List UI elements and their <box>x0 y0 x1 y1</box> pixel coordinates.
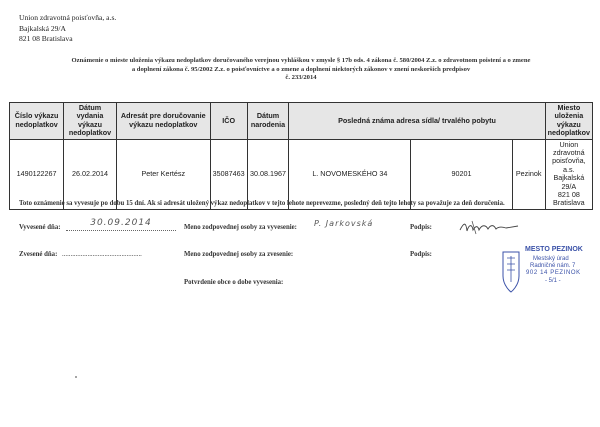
cell-birth-date: 30.08.1967 <box>247 139 289 209</box>
removed-date-dots: ............................................... <box>62 251 142 258</box>
resp-posted-label: Meno zodpovednej osoby za vyvesenie: <box>184 224 297 231</box>
signature-label-2: Podpis: <box>410 251 432 258</box>
issuer-city: 821 08 Bratislava <box>19 34 73 43</box>
issuer-address <box>19 13 116 45</box>
storage-line-2: a.s. <box>563 164 575 174</box>
signature-1 <box>458 218 522 236</box>
header-birth-date: Dátum narodenia <box>247 103 289 140</box>
notice-heading <box>12 57 590 83</box>
header-number: Číslo výkazu nedoplatkov <box>10 103 64 140</box>
storage-line-4: 821 08 Bratislava <box>553 190 585 208</box>
cell-city: Pezinok <box>512 139 545 209</box>
stamp-line-1: MESTO PEZINOK <box>525 246 583 253</box>
stamp-line-5: - 5/1 - <box>545 278 561 284</box>
posted-date-value: 30.09.2014 <box>66 218 176 231</box>
header-addressee: Adresát pre doručovanie výkazu nedoplatkov <box>116 103 210 140</box>
storage-line-1: Union zdravotná poisťovňa, <box>552 139 586 166</box>
resp-posted-value: P. Jarkovská <box>314 219 374 228</box>
header-ico: IČO <box>210 103 247 140</box>
header-issue-date: Dátum vydania výkazu nedoplatkov <box>64 103 117 140</box>
stamp-line-4: 902 14 PEZINOK <box>526 270 581 276</box>
arrears-table <box>9 102 593 210</box>
cell-zip: 90201 <box>411 139 512 209</box>
issuer-street: Bajkalská 29/A <box>19 23 67 33</box>
notice-line-2: a doplnení zákona č. 95/2002 Z.z. o poisťovníctve a o zmene a doplnení niektorých zákonov v znení neskorších predpisov <box>131 65 471 73</box>
posted-date-label: Vyvesené dňa: <box>19 224 61 231</box>
cell-storage <box>545 139 592 209</box>
table-row <box>10 139 593 209</box>
scan-mark <box>75 376 77 378</box>
cell-addressee: Peter Kertész <box>116 139 210 209</box>
issuer-name: Union zdravotná poisťovňa, a.s. <box>19 13 117 22</box>
header-storage: Miesto uloženia výkazu nedoplatkov <box>545 103 592 140</box>
cell-number: 1490122267 <box>10 139 64 209</box>
signature-label-1: Podpis: <box>410 224 432 231</box>
table-header-row <box>10 103 593 140</box>
removed-date-label: Zvesené dňa: <box>19 251 58 258</box>
notice-line-3: č. 233/2014 <box>285 74 317 82</box>
cell-ico: 35087463 <box>210 139 247 209</box>
storage-line-3: Bajkalská 29/A <box>553 173 585 191</box>
confirmation-label: Potvrdenie obce o dobe vyvesenia: <box>184 279 284 286</box>
stamp-line-3: Radničné nám. 7 <box>530 263 576 269</box>
posting-note: Toto oznámenie sa vyvesuje po dobu 15 dní. Ak si adresát uložený výkaz nedoplatkov v tejto lehote neprevezme, posledný deň tejto lehoty sa považuje za deň doručenia. <box>19 200 505 207</box>
municipal-stamp <box>497 246 595 304</box>
cell-street: L. NOVOMESKÉHO 34 <box>289 139 411 209</box>
notice-line-1: Oznámenie o mieste uloženia výkazu nedoplatkov doručovaného verejnou vyhláškou v zmysle § 17b ods. 4 zákona č. 580/2004 Z.z. o zdravotnom poistení a o zmene <box>71 57 531 64</box>
stamp-line-2: Mestský úrad <box>533 256 569 262</box>
cell-issue-date: 26.02.2014 <box>64 139 117 209</box>
header-address: Posledná známa adresa sídla/ trvalého pobytu <box>289 103 545 140</box>
resp-removed-label: Meno zodpovednej osoby za zvesenie: <box>184 251 294 258</box>
